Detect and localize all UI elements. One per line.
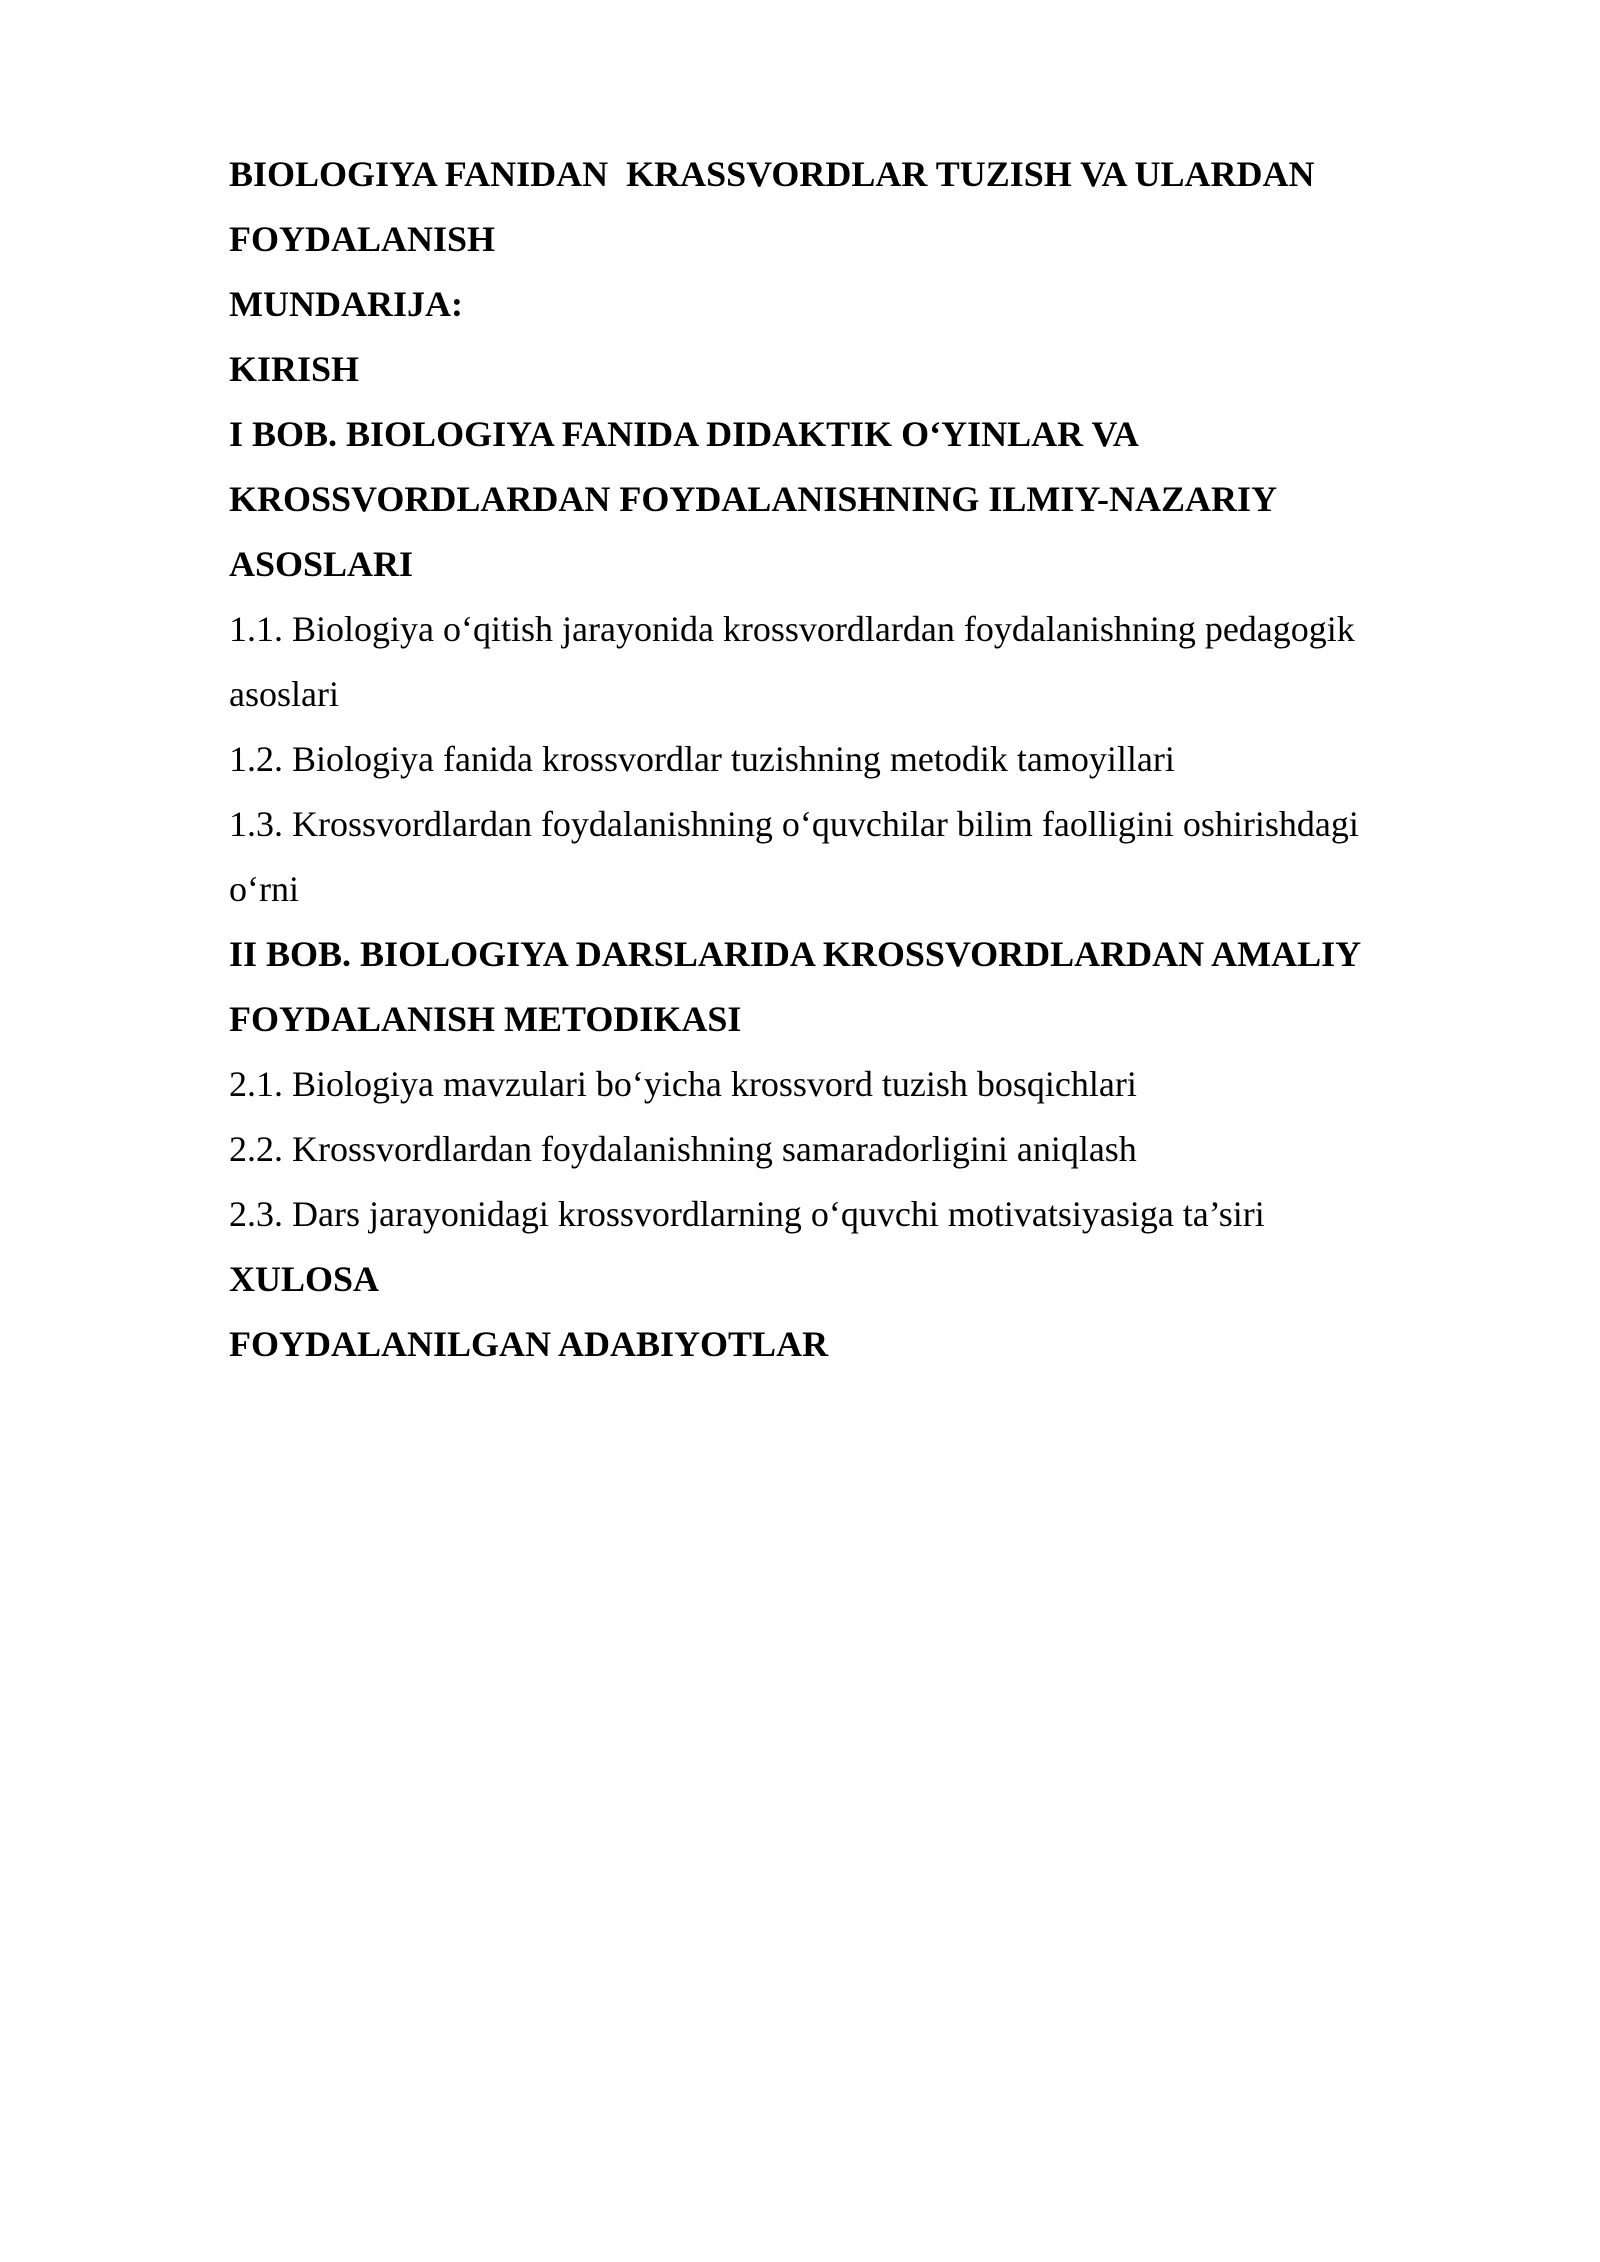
document-title-line-2: FOYDALANISH bbox=[229, 219, 496, 259]
table-of-contents bbox=[229, 142, 1429, 1377]
section-2-3: 2.3. Dars jarayonidagi krossvordlarning o‘quvchi motivatsiyasiga ta’siri bbox=[229, 1194, 1265, 1234]
chapter-1-title-line-2: KROSSVORDLARDAN FOYDALANISHNING ILMIY-NAZARIY bbox=[229, 479, 1278, 519]
section-1-2: 1.2. Biologiya fanida krossvordlar tuzishning metodik tamoyillari bbox=[229, 739, 1175, 779]
intro-entry: KIRISH bbox=[229, 349, 360, 389]
section-1-1-line-2: asoslari bbox=[229, 674, 339, 714]
document-title-line-1: BIOLOGIYA FANIDAN KRASSVORDLAR TUZISH VA ULARDAN bbox=[229, 154, 1315, 194]
chapter-1-title-line-3: ASOSLARI bbox=[229, 544, 414, 584]
section-1-1-line-1: 1.1. Biologiya o‘qitish jarayonida krossvordlardan foydalanishning pedagogik bbox=[229, 609, 1355, 649]
chapter-2-title-line-2: FOYDALANISH METODIKASI bbox=[229, 999, 742, 1039]
conclusion-entry: XULOSA bbox=[229, 1259, 380, 1299]
section-1-3-line-2: o‘rni bbox=[229, 869, 299, 909]
section-2-2: 2.2. Krossvordlardan foydalanishning samaradorligini aniqlash bbox=[229, 1129, 1137, 1169]
references-entry: FOYDALANILGAN ADABIYOTLAR bbox=[229, 1324, 829, 1364]
contents-heading: MUNDARIJA: bbox=[229, 284, 463, 324]
chapter-2-title-line-1: II BOB. BIOLOGIYA DARSLARIDA KROSSVORDLARDAN AMALIY bbox=[229, 934, 1362, 974]
section-2-1: 2.1. Biologiya mavzulari bo‘yicha krossvord tuzish bosqichlari bbox=[229, 1064, 1137, 1104]
section-1-3-line-1: 1.3. Krossvordlardan foydalanishning o‘quvchilar bilim faolligini oshirishdagi bbox=[229, 804, 1359, 844]
chapter-1-title-line-1: I BOB. BIOLOGIYA FANIDA DIDAKTIK O‘YINLAR VA bbox=[229, 414, 1139, 454]
